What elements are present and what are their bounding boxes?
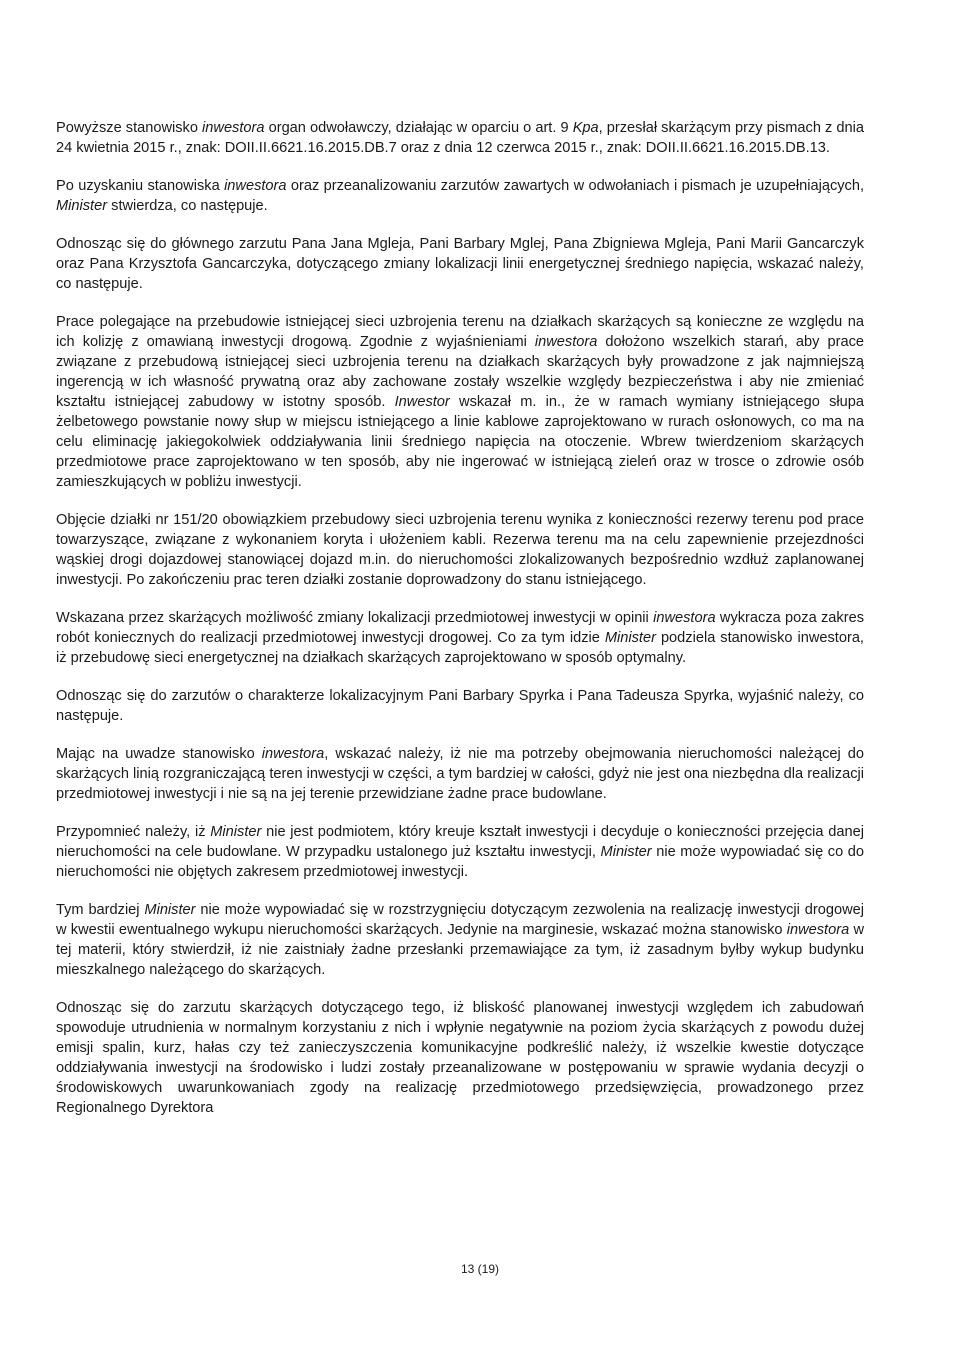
italic-term: inwestora [202, 120, 265, 136]
italic-term: Minister [600, 844, 652, 860]
italic-term: inwestora [534, 334, 598, 350]
text-run: Objęcie działki nr 151/20 obowiązkiem przebudowy sieci uzbrojenia terenu wynika z konieczności rezerwy terenu pod prace towarzyszące, związane z wykonaniem koryta i ułożeniem kabli. Rezerwa terenu ma na celu zapewnienie przejezdności wąskiej drogi dojazdowej stanowiącej dojazd m.in. do nieruchomości zlokalizowanych bezpośrednio wzdłuż zaplanowanej inwestycji. Po zakończeniu prac teren działki zostanie doprowadzony do stanu istniejącego. [56, 512, 864, 588]
text-run: nie jest podmiotem, który kreuje kształt inwestycji i decyduje o konieczności przejęcia danej nieruchomości na cele budowlane. W przypadku ustalonego już kształtu inwestycji, [56, 824, 864, 860]
text-run: dołożono wszelkich starań, aby prace związane z przebudową istniejącej sieci uzbrojenia terenu na działkach skarżących były prowadzone z jak najmniejszą ingerencją w ich własność prywatną oraz aby zachowane zostały wszelkie względy bezpieczeństwa i aby nie zmieniać kształtu istniejącej zabudowy w istotny sposób. [56, 334, 864, 410]
text-run: wskazał m. in., że w ramach wymiany istniejącego słupa żelbetowego powstanie nowy słup w miejscu istniejącego a linie kablowe zaprojektowano w rurach osłonowych, co ma na celu eliminację jakiegokolwiek oddziaływania linii średniego napięcia na otoczenie. Wbrew twierdzeniom skarżących przedmiotowe prace zaprojektowano w ten sposób, aby nie ingerować w istniejącą zieleń oraz w trosce o zdrowie osób zamieszkujących w pobliżu inwestycji. [56, 394, 864, 490]
text-run: Po uzyskaniu stanowiska [56, 178, 225, 194]
text-run: nie może wypowiadać się w rozstrzygnięciu dotyczącym zezwolenia na realizację inwestycji drogowej w kwestii ewentualnego wykupu nieruchomości skarżących. Jedynie na marginesie, wskazać można stanowisko [56, 902, 864, 938]
italic-term: inwestora [261, 746, 325, 762]
italic-term: Kpa [572, 120, 599, 136]
italic-term: Minister [144, 902, 196, 918]
text-run: nie może wypowiadać się co do nieruchomości nie objętych zakresem przedmiotowej inwestycji. [56, 844, 864, 880]
paragraph [56, 998, 864, 1118]
paragraph [56, 510, 864, 590]
paragraph [56, 312, 864, 492]
italic-term: Minister [604, 630, 656, 646]
text-run: Mając na uwadze stanowisko [56, 746, 262, 762]
text-run: Odnosząc się do zarzutów o charakterze lokalizacyjnym Pani Barbary Spyrka i Pana Tadeusza Spyrka, wyjaśnić należy, co następuje. [56, 688, 864, 724]
text-run: Wskazana przez skarżących możliwość zmiany lokalizacji przedmiotowej inwestycji w opinii [56, 610, 654, 626]
text-run: wykracza poza zakres robót koniecznych do realizacji przedmiotowej inwestycji drogowej. Co za tym idzie [56, 610, 864, 646]
text-run: Powyższe stanowisko [56, 120, 203, 136]
text-run: Odnosząc się do głównego zarzutu Pana Jana Mgleja, Pani Barbary Mglej, Pana Zbigniewa Mgleja, Pani Marii Gancarczyk oraz Pana Krzysztofa Gancarczyka, dotyczącego zmiany lokalizacji linii energetycznej średniego napięcia, wskazać należy, co następuje. [56, 236, 864, 292]
italic-term: inwestora [786, 922, 850, 938]
page-number: 13 (19) [460, 1262, 500, 1276]
text-run: podziela stanowisko inwestora, iż przebudowę sieci energetycznej na działkach skarżących zaprojektowano w sposób optymalny. [56, 630, 864, 666]
text-run: Przypomnieć należy, iż [56, 824, 211, 840]
text-run: stwierdza, co następuje. [107, 198, 268, 214]
text-run: , wskazać należy, iż nie ma potrzeby obejmowania nieruchomości należącej do skarżących linią rozgraniczającą teren inwestycji w części, a tym bardziej w całości, gdyż nie jest ona niezbędna dla realizacji przedmiotowej inwestycji i nie są na jej terenie przewidziane żadne prace budowlane. [56, 746, 864, 802]
paragraph [56, 686, 864, 726]
paragraph [56, 900, 864, 980]
paragraph [56, 234, 864, 294]
text-run: , przesłał skarżącym przy pismach z dnia 24 kwietnia 2015 r., znak: DOII.II.6621.16.2015.DB.7 oraz z dnia 12 czerwca 2015 r., znak: DOII.II.6621.16.2015.DB.13. [56, 120, 864, 156]
italic-term: inwestora [653, 610, 716, 626]
text-run: Prace polegające na przebudowie istniejącej sieci uzbrojenia terenu na działkach skarżących są konieczne ze względu na ich kolizję z omawianą inwestycji drogową. Zgodnie z wyjaśnieniami [56, 314, 864, 350]
paragraph [56, 744, 864, 804]
text-run: Tym bardziej [56, 902, 145, 918]
italic-term: Inwestor [394, 394, 450, 410]
text-run: Odnosząc się do zarzutu skarżących dotyczącego tego, iż bliskość planowanej inwestycji względem ich zabudowań spowoduje utrudnienia w normalnym korzystaniu z nich i wpłynie negatywnie na poziom życia skarżących z powodu dużej emisji spalin, kurz, hałas czy też zanieczyszczenia komunikacyjne podkreślić należy, iż wszelkie kwestie dotyczące oddziaływania inwestycji na środowisko i ludzi zostały przeanalizowane w postępowaniu w sprawie wydania decyzji o środowiskowych uwarunkowaniach zgody na realizację przedmiotowego przedsięwzięcia, prowadzonego przez Regionalnego Dyrektora [56, 1000, 864, 1116]
italic-term: Minister [210, 824, 262, 840]
text-run: organ odwoławczy, działając w oparciu o art. 9 [264, 120, 573, 136]
paragraph [56, 118, 864, 158]
text-run: w tej materii, który stwierdził, iż nie zaistniały żadne przesłanki przemawiające za tym, iż zasadnym byłby wykup budynku mieszkalnego należącego do skarżących. [56, 922, 865, 978]
italic-term: inwestora [224, 178, 287, 194]
text-run: oraz przeanalizowaniu zarzutów zawartych w odwołaniach i pismach je uzupełniających, [286, 178, 865, 194]
paragraph [56, 608, 864, 668]
paragraph [56, 822, 864, 882]
document-body [56, 118, 864, 1136]
italic-term: Minister [56, 198, 108, 214]
paragraph [56, 176, 864, 216]
